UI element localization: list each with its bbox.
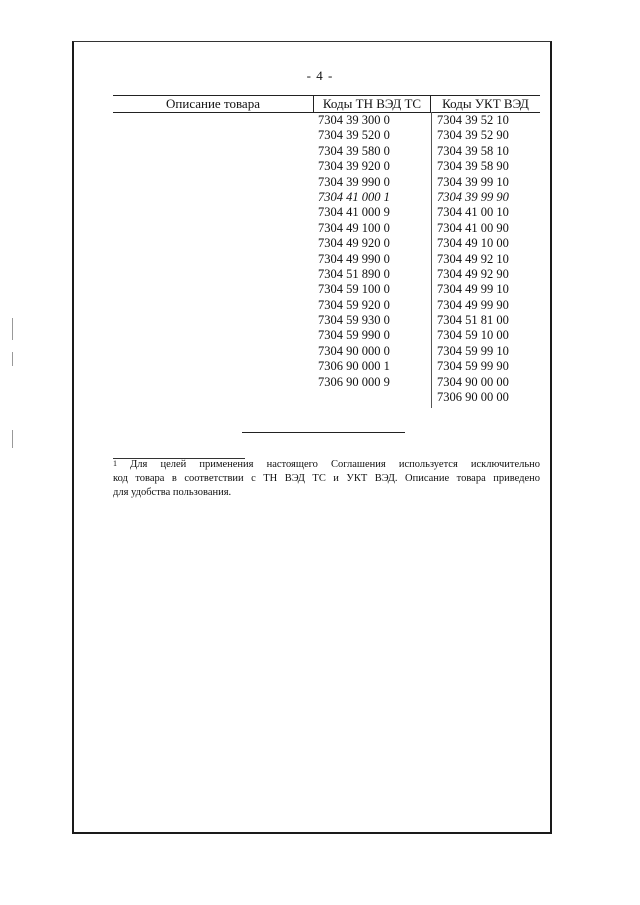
- ukt-ved-code: 7304 90 00 00: [437, 374, 509, 389]
- tn-ved-code: 7304 39 920 0: [318, 159, 390, 174]
- ukt-ved-code: 7304 39 52 10: [437, 113, 509, 127]
- tn-ved-code: 7306 90 000 9: [318, 374, 390, 389]
- ukt-ved-code: 7304 59 99 90: [437, 359, 509, 374]
- ukt-ved-code-list: [437, 113, 509, 405]
- ukt-ved-code: 7304 59 10 00: [437, 328, 509, 343]
- footnote-text-1: Для целей применения настоящего Соглашения используется исключительно: [130, 459, 541, 470]
- scan-mark: [12, 430, 13, 448]
- tn-ved-code: 7304 39 580 0: [318, 143, 390, 158]
- tn-ved-code: 7304 90 000 0: [318, 343, 390, 358]
- footnote-separator: [242, 432, 405, 433]
- header-tn-ved: Коды ТН ВЭД ТС: [322, 96, 422, 111]
- tn-ved-code: 7304 41 000 9: [318, 205, 390, 220]
- ukt-ved-code: 7304 41 00 10: [437, 205, 509, 220]
- tn-ved-code: 7304 59 100 0: [318, 282, 390, 297]
- ukt-ved-code: 7304 49 99 10: [437, 282, 509, 297]
- footnote-line-3: для удобства пользования.: [113, 487, 232, 498]
- ukt-ved-code: 7306 90 00 00: [437, 390, 509, 405]
- tn-ved-code: 7304 49 100 0: [318, 220, 390, 235]
- tn-ved-code: 7304 39 300 0: [318, 113, 390, 127]
- scan-mark: [12, 352, 13, 366]
- scan-mark: [12, 318, 13, 340]
- tn-ved-code: 7304 49 990 0: [318, 251, 390, 266]
- tn-ved-code: 7304 41 000 1: [318, 189, 390, 204]
- ukt-ved-code: 7304 49 92 10: [437, 251, 509, 266]
- footnote: [113, 458, 540, 500]
- tn-ved-code: 7306 90 000 1: [318, 359, 390, 374]
- tn-ved-code-list: [318, 113, 390, 390]
- ukt-ved-code: 7304 51 81 00: [437, 313, 509, 328]
- ukt-ved-code: 7304 39 52 90: [437, 128, 509, 143]
- tn-ved-code: 7304 39 520 0: [318, 128, 390, 143]
- footnote-line-1: [113, 458, 540, 472]
- tn-ved-code: 7304 51 890 0: [318, 266, 390, 281]
- tn-ved-code: 7304 59 930 0: [318, 313, 390, 328]
- ukt-ved-code: 7304 39 58 90: [437, 159, 509, 174]
- tn-ved-code: 7304 59 990 0: [318, 328, 390, 343]
- tn-ved-code: 7304 39 990 0: [318, 174, 390, 189]
- footnote-line-2: код товара в соответствии с ТН ВЭД ТС и УКТ ВЭД. Описание товара приведено: [113, 473, 540, 484]
- ukt-ved-code: 7304 41 00 90: [437, 220, 509, 235]
- tn-ved-code: 7304 49 920 0: [318, 236, 390, 251]
- footnote-marker: 1: [113, 459, 117, 468]
- code-column-divider: [431, 112, 432, 408]
- ukt-ved-code: 7304 49 92 90: [437, 266, 509, 281]
- ukt-ved-code: 7304 49 10 00: [437, 236, 509, 251]
- ukt-ved-code: 7304 39 99 90: [437, 189, 509, 204]
- ukt-ved-code: 7304 39 99 10: [437, 174, 509, 189]
- ukt-ved-code: 7304 49 99 90: [437, 297, 509, 312]
- header-ukt-ved: Коды УКТ ВЭД: [442, 96, 529, 111]
- header-description: Описание товара: [166, 96, 260, 111]
- tn-ved-code: 7304 59 920 0: [318, 297, 390, 312]
- ukt-ved-code: 7304 39 58 10: [437, 143, 509, 158]
- page-number: - 4 -: [306, 68, 334, 83]
- ukt-ved-code: 7304 59 99 10: [437, 343, 509, 358]
